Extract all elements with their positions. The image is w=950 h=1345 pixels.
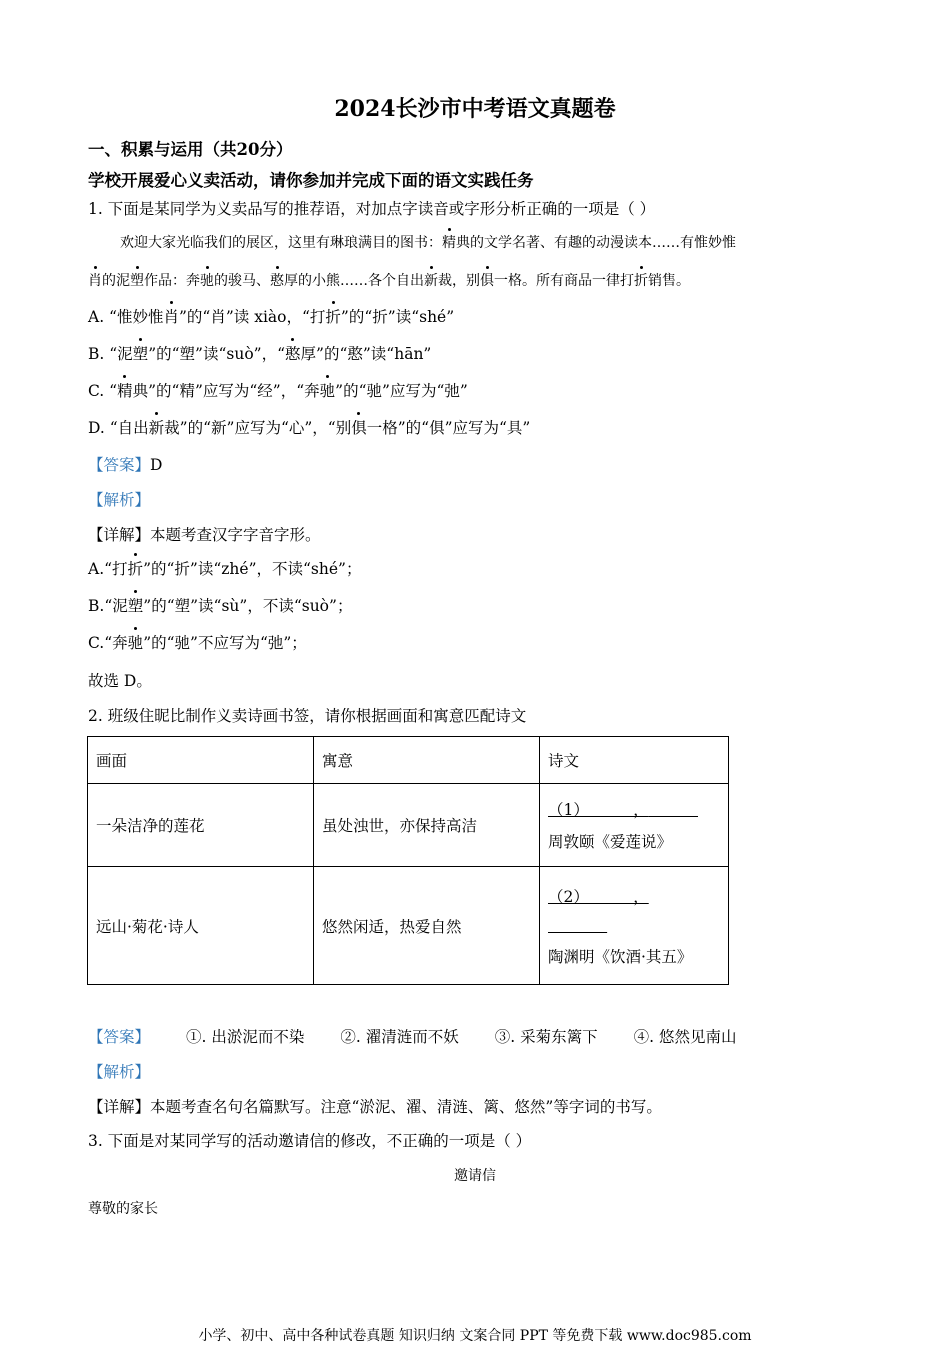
- dotted-char: 驰: [200, 270, 214, 290]
- dotted-char: 憨: [270, 270, 284, 290]
- answer-item: ①. 出淤泥而不染: [186, 1028, 305, 1046]
- dotted-char: 肖: [88, 270, 102, 290]
- table-cell: 一朵洁净的莲花: [88, 784, 314, 867]
- q2-stem: 2. 班级住昵比制作义卖诗画书签，请你根据画面和寓意匹配诗文: [88, 707, 527, 725]
- q1-choose: 故选 D。: [88, 672, 152, 690]
- table-header: 诗文: [540, 737, 729, 784]
- q2-detail: 【详解】本题考查名句名篇默写。注意“淤泥、濯、清涟、篱、悠然”等字词的书写。: [88, 1098, 662, 1116]
- table-cell: [540, 784, 729, 867]
- answer-item: ②. 濯清涟而不妖: [340, 1028, 459, 1046]
- dotted-char: 折: [634, 270, 648, 290]
- q1-analysis-label: 【解析】: [88, 491, 151, 509]
- task-heading: 学校开展爱心义卖活动，请你参加并完成下面的语文实践任务: [88, 171, 534, 190]
- poem-source: 周敦颐《爱莲说》: [548, 833, 673, 851]
- q3-stem: 3. 下面是对某同学写的活动邀请信的修改，不正确的一项是（ ）: [88, 1132, 532, 1150]
- q1-explain-c: C.“奔驰”的“驰”不应写为“弛”；: [88, 631, 307, 653]
- dotted-char: 新: [424, 270, 438, 290]
- q2-answer: [88, 1025, 736, 1047]
- dotted-char: 塑: [130, 270, 144, 290]
- table-cell: 悠然闲适，热爱自然: [314, 867, 540, 985]
- dotted-char: 精: [442, 232, 456, 252]
- table-header: 画面: [88, 737, 314, 784]
- page-footer: 小学、初中、高中各种试卷真题 知识归纳 文案合同 PPT 等免费下载 www.doc985.com: [198, 1328, 752, 1344]
- letter-salutation: 尊敬的家长: [88, 1201, 158, 1217]
- letter-title: 邀请信: [454, 1168, 496, 1184]
- q1-passage-line1: 欢迎大家光临我们的展区，这里有琳琅满目的图书：精典的文学名著、有趣的动漫读本……有惟妙惟: [120, 232, 736, 252]
- q1-stem: 1. 下面是某同学为义卖品写的推荐语，对加点字读音或字形分析正确的一项是（ ）: [88, 200, 656, 218]
- q1-option-b: B. “泥塑”的“塑”读“suò”，“憨厚”的“憨”读“hān”: [88, 342, 431, 364]
- q1-option-a: A. “惟妙惟肖”的“肖”读 xiào，“打折”的“折”读“shé”: [88, 305, 454, 327]
- section-heading: 一、积累与运用（共20分）: [88, 140, 293, 159]
- q1-answer: 【答案】D: [88, 456, 163, 474]
- fill-blank: （2） ，: [548, 887, 649, 906]
- table-cell: [540, 867, 729, 985]
- table-row: [88, 784, 729, 867]
- answer-item: ③. 采菊东篱下: [494, 1028, 598, 1046]
- answer-item: ④. 悠然见南山: [633, 1028, 737, 1046]
- q1-explain-b: B.“泥塑”的“塑”读“sù”，不读“suò”；: [88, 594, 352, 616]
- q2-analysis-label: 【解析】: [88, 1063, 151, 1081]
- table-row: [88, 867, 729, 985]
- q1-option-c: C. “精典”的“精”应写为“经”，“奔驰”的“驰”应写为“弛”: [88, 379, 468, 401]
- table-cell: 虽处浊世，亦保持高洁: [314, 784, 540, 867]
- fill-blank: [649, 801, 698, 819]
- dotted-char: 俱: [480, 270, 494, 290]
- table-header: 寓意: [314, 737, 540, 784]
- q1-detail: 【详解】本题考查汉字字音字形。: [88, 526, 321, 544]
- fill-blank: [548, 917, 720, 935]
- page-title: 2024长沙市中考语文真题卷: [334, 96, 616, 122]
- fill-blank: （1） ，: [548, 801, 649, 819]
- poem-source: 陶渊明《饮酒·其五》: [548, 947, 693, 966]
- poem-table: [87, 736, 729, 985]
- answer-label: 【答案】: [88, 456, 151, 474]
- q1-explain-a: A.“打折”的“折”读“zhé”，不读“shé”；: [88, 557, 361, 579]
- q1-passage-line2: 肖的泥塑作品：奔驰的骏马、憨厚的小熊……各个自出新裁，别俱一格。所有商品一律打折销售。: [88, 270, 690, 290]
- table-cell: 远山·菊花·诗人: [88, 867, 314, 985]
- q1-option-d: D. “自出新裁”的“新”应写为“心”，“别俱一格”的“俱”应写为“具”: [88, 416, 530, 438]
- table-header-row: [88, 737, 729, 784]
- answer-label: 【答案】: [88, 1028, 151, 1046]
